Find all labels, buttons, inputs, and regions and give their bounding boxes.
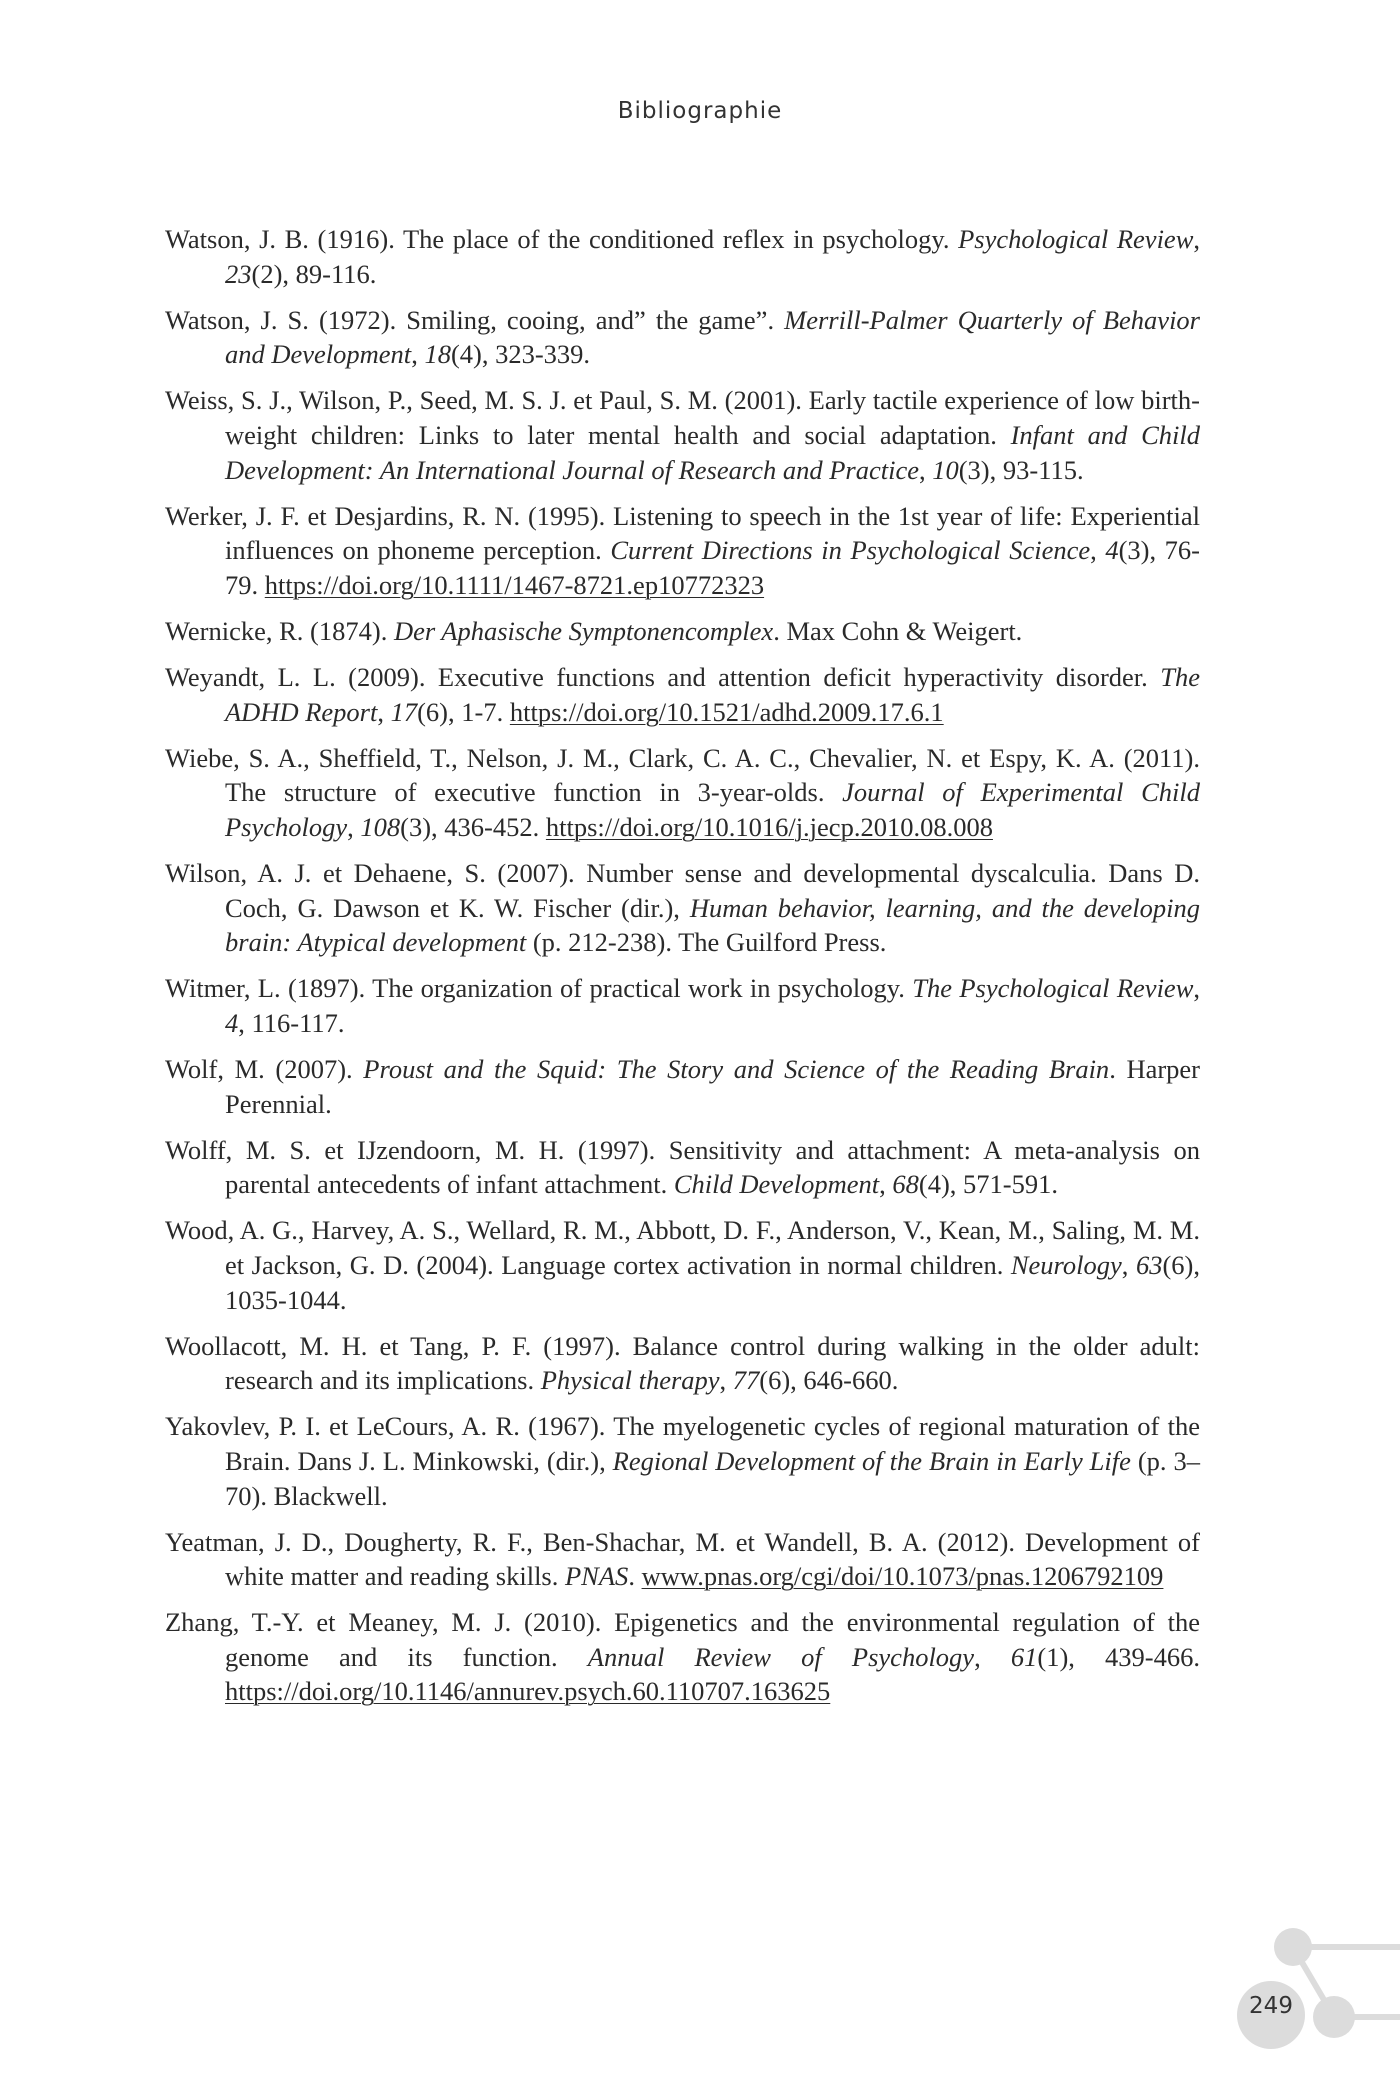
reference-entry [165,1409,1200,1513]
reference-text: (3), 436-452. [400,811,546,842]
reference-text: , [1121,1249,1136,1280]
reference-text: Witmer, L. (1897). The organization of practical work in psychology. [165,973,913,1004]
reference-text: , [377,696,391,727]
reference-entry [165,660,1200,729]
reference-text: (3), 93-115. [958,454,1084,485]
reference-text: , [1193,224,1200,254]
reference-entry [165,1052,1200,1121]
reference-title-italic: The Psychological Review [912,973,1194,1004]
reference-entry [165,856,1200,960]
reference-title-italic: 4 [225,1007,239,1038]
reference-text: Yakovlev, P. I. et LeCours, A. R. (1967). The myelogenetic cycles of regional maturation of the Brain. Dans J. L. Minkowski, (dir.), [165,1411,1200,1476]
reference-title-italic: 68 [892,1169,919,1200]
reference-text: (6), 646-660. [759,1365,899,1396]
reference-text: Woollacott, M. H. et Tang, P. F. (1997). Balance control during walking in the older adult: research and its implications. [165,1330,1200,1396]
reference-title-italic: Human behavior, learning, and the developing brain: Atypical development [225,892,1200,958]
reference-text: , [918,454,933,485]
reference-text: Zhang, T.-Y. et Meaney, M. J. (2010). Epigenetics and the environmental regulation of the genome and its function. [165,1607,1200,1672]
reference-text: Watson, J. S. (1972). Smiling, cooing, and” the game”. [165,304,785,335]
reference-entry [165,1605,1200,1709]
reference-text: Wernicke, R. (1874). [165,615,394,646]
reference-entry [165,1525,1200,1594]
reference-text: Wood, A. G., Harvey, A. S., Wellard, R. M., Abbott, D. F., Anderson, V., Kean, M., Saling, M. M. et Jackson, G. D. (2004). Language cortex activation in normal children. [165,1215,1200,1280]
reference-title-italic: Infant and Child Development: An International Journal of Research and Practice [225,419,1201,485]
reference-entry [165,1329,1200,1398]
reference-title-italic: 10 [932,454,959,485]
reference-title-italic: 23 [225,258,252,289]
reference-title-italic: Merrill-Palmer Quarterly of Behavior and Development [225,304,1200,370]
reference-text: . [628,1561,642,1592]
reference-title-italic: Physical therapy [540,1365,720,1396]
reference-text: , 116-117. [238,1007,345,1038]
reference-text: Yeatman, J. D., Dougherty, R. F., Ben-Shachar, M. et Wandell, B. A. (2012). Development of white matter and reading skills. [165,1526,1200,1592]
reference-link[interactable]: www.pnas.org/cgi/doi/10.1073/pnas.1206792109 [641,1561,1164,1592]
reference-title-italic: Child Development [673,1169,880,1200]
reference-list [165,222,1200,1721]
reference-text: . Harper Perennial. [225,1053,1200,1119]
reference-text: Weyandt, L. L. (2009). Executive functions and attention deficit hyperactivity disorder. [165,662,1161,693]
reference-title-italic: 4 [1105,535,1119,566]
reference-text: (p. 212-238). The Guilford Press. [526,927,887,958]
reference-text: (6), 1-7. [417,696,510,727]
reference-title-italic: 61 [1010,1641,1038,1672]
reference-entry [165,1133,1200,1202]
reference-link[interactable]: https://doi.org/10.1111/1467-8721.ep10772323 [264,569,765,600]
reference-text: Wilson, A. J. et Dehaene, S. (2007). Number sense and developmental dyscalculia. Dans D. Coch, G. Dawson et K. W. Fischer (dir.), [165,858,1200,923]
reference-link[interactable]: https://doi.org/10.1521/adhd.2009.17.6.1 [509,696,944,727]
reference-title-italic: Neurology [1010,1249,1122,1280]
reference-text: Wolff, M. S. et IJzendoorn, M. H. (1997). Sensitivity and attachment: A meta-analysis on parental antecedents of infant attachment. [165,1134,1200,1200]
reference-entry [165,614,1200,649]
reference-title-italic: Psychological Review [958,224,1194,254]
reference-title-italic: Journal of Experimental Child Psychology [225,777,1200,842]
reference-title-italic: 77 [732,1365,760,1396]
reference-text: , [411,339,425,370]
reference-title-italic: Proust and the Squid: The Story and Science of the Reading Brain [363,1053,1110,1084]
reference-text: (1), 439-466. [1037,1641,1201,1672]
reference-text: Watson, J. B. (1916). The place of the conditioned reflex in psychology. [165,224,959,254]
page-number: 249 [1249,1993,1293,2019]
reference-text: (6), 1035-1044. [225,1249,1200,1315]
reference-text: , [879,1169,893,1200]
reference-text: , [1193,973,1200,1004]
reference-text: (2), 89-116. [251,258,377,289]
reference-text: , [1090,535,1106,566]
reference-text: (p. 3–70). Blackwell. [225,1445,1200,1511]
reference-title-italic: 108 [360,811,401,842]
reference-text: (4), 323-339. [450,339,591,370]
reference-entry [165,971,1200,1040]
reference-text: (4), 571-591. [918,1169,1059,1200]
reference-text: . Max Cohn & Weigert. [773,615,1023,646]
reference-text: Wiebe, S. A., Sheffield, T., Nelson, J. M., Clark, C. A. C., Chevalier, N. et Espy, K. A. (2011). The structure of executive function in 3-year-olds. [165,742,1200,808]
reference-title-italic: Annual Review of Psychology [587,1641,975,1672]
reference-text: Weiss, S. J., Wilson, P., Seed, M. S. J. et Paul, S. M. (2001). Early tactile experience of low birth-weight children: Links to later mental health and social adaptation. [165,385,1200,450]
reference-entry [165,1213,1200,1317]
running-header: Bibliographie [617,98,783,124]
reference-entry [165,222,1200,291]
reference-entry [165,499,1200,603]
reference-text: Werker, J. F. et Desjardins, R. N. (1995). Listening to speech in the 1st year of life: Experiential influences on phoneme perception. [165,500,1200,566]
reference-link[interactable]: https://doi.org/10.1016/j.jecp.2010.08.008 [545,811,993,842]
reference-title-italic: 17 [390,696,418,727]
reference-text: , [719,1365,733,1396]
reference-title-italic: PNAS [565,1561,629,1592]
reference-title-italic: Der Aphasische Symptonencomplex [393,615,774,646]
reference-entry [165,303,1200,372]
reference-title-italic: The ADHD Report [225,662,1200,727]
reference-title-italic: 18 [424,339,451,370]
reference-entry [165,383,1200,487]
reference-title-italic: 63 [1135,1249,1163,1280]
reference-entry [165,741,1200,845]
reference-text: , [974,1641,1011,1672]
reference-title-italic: Regional Development of the Brain in Early Life [612,1445,1131,1476]
reference-title-italic: Current Directions in Psychological Science [610,535,1091,566]
reference-link[interactable]: https://doi.org/10.1146/annurev.psych.60.110707.163625 [225,1676,831,1707]
reference-text: Wolf, M. (2007). [165,1053,364,1084]
reference-text: , [347,811,361,842]
reference-text: (3), 76-79. [225,535,1200,600]
